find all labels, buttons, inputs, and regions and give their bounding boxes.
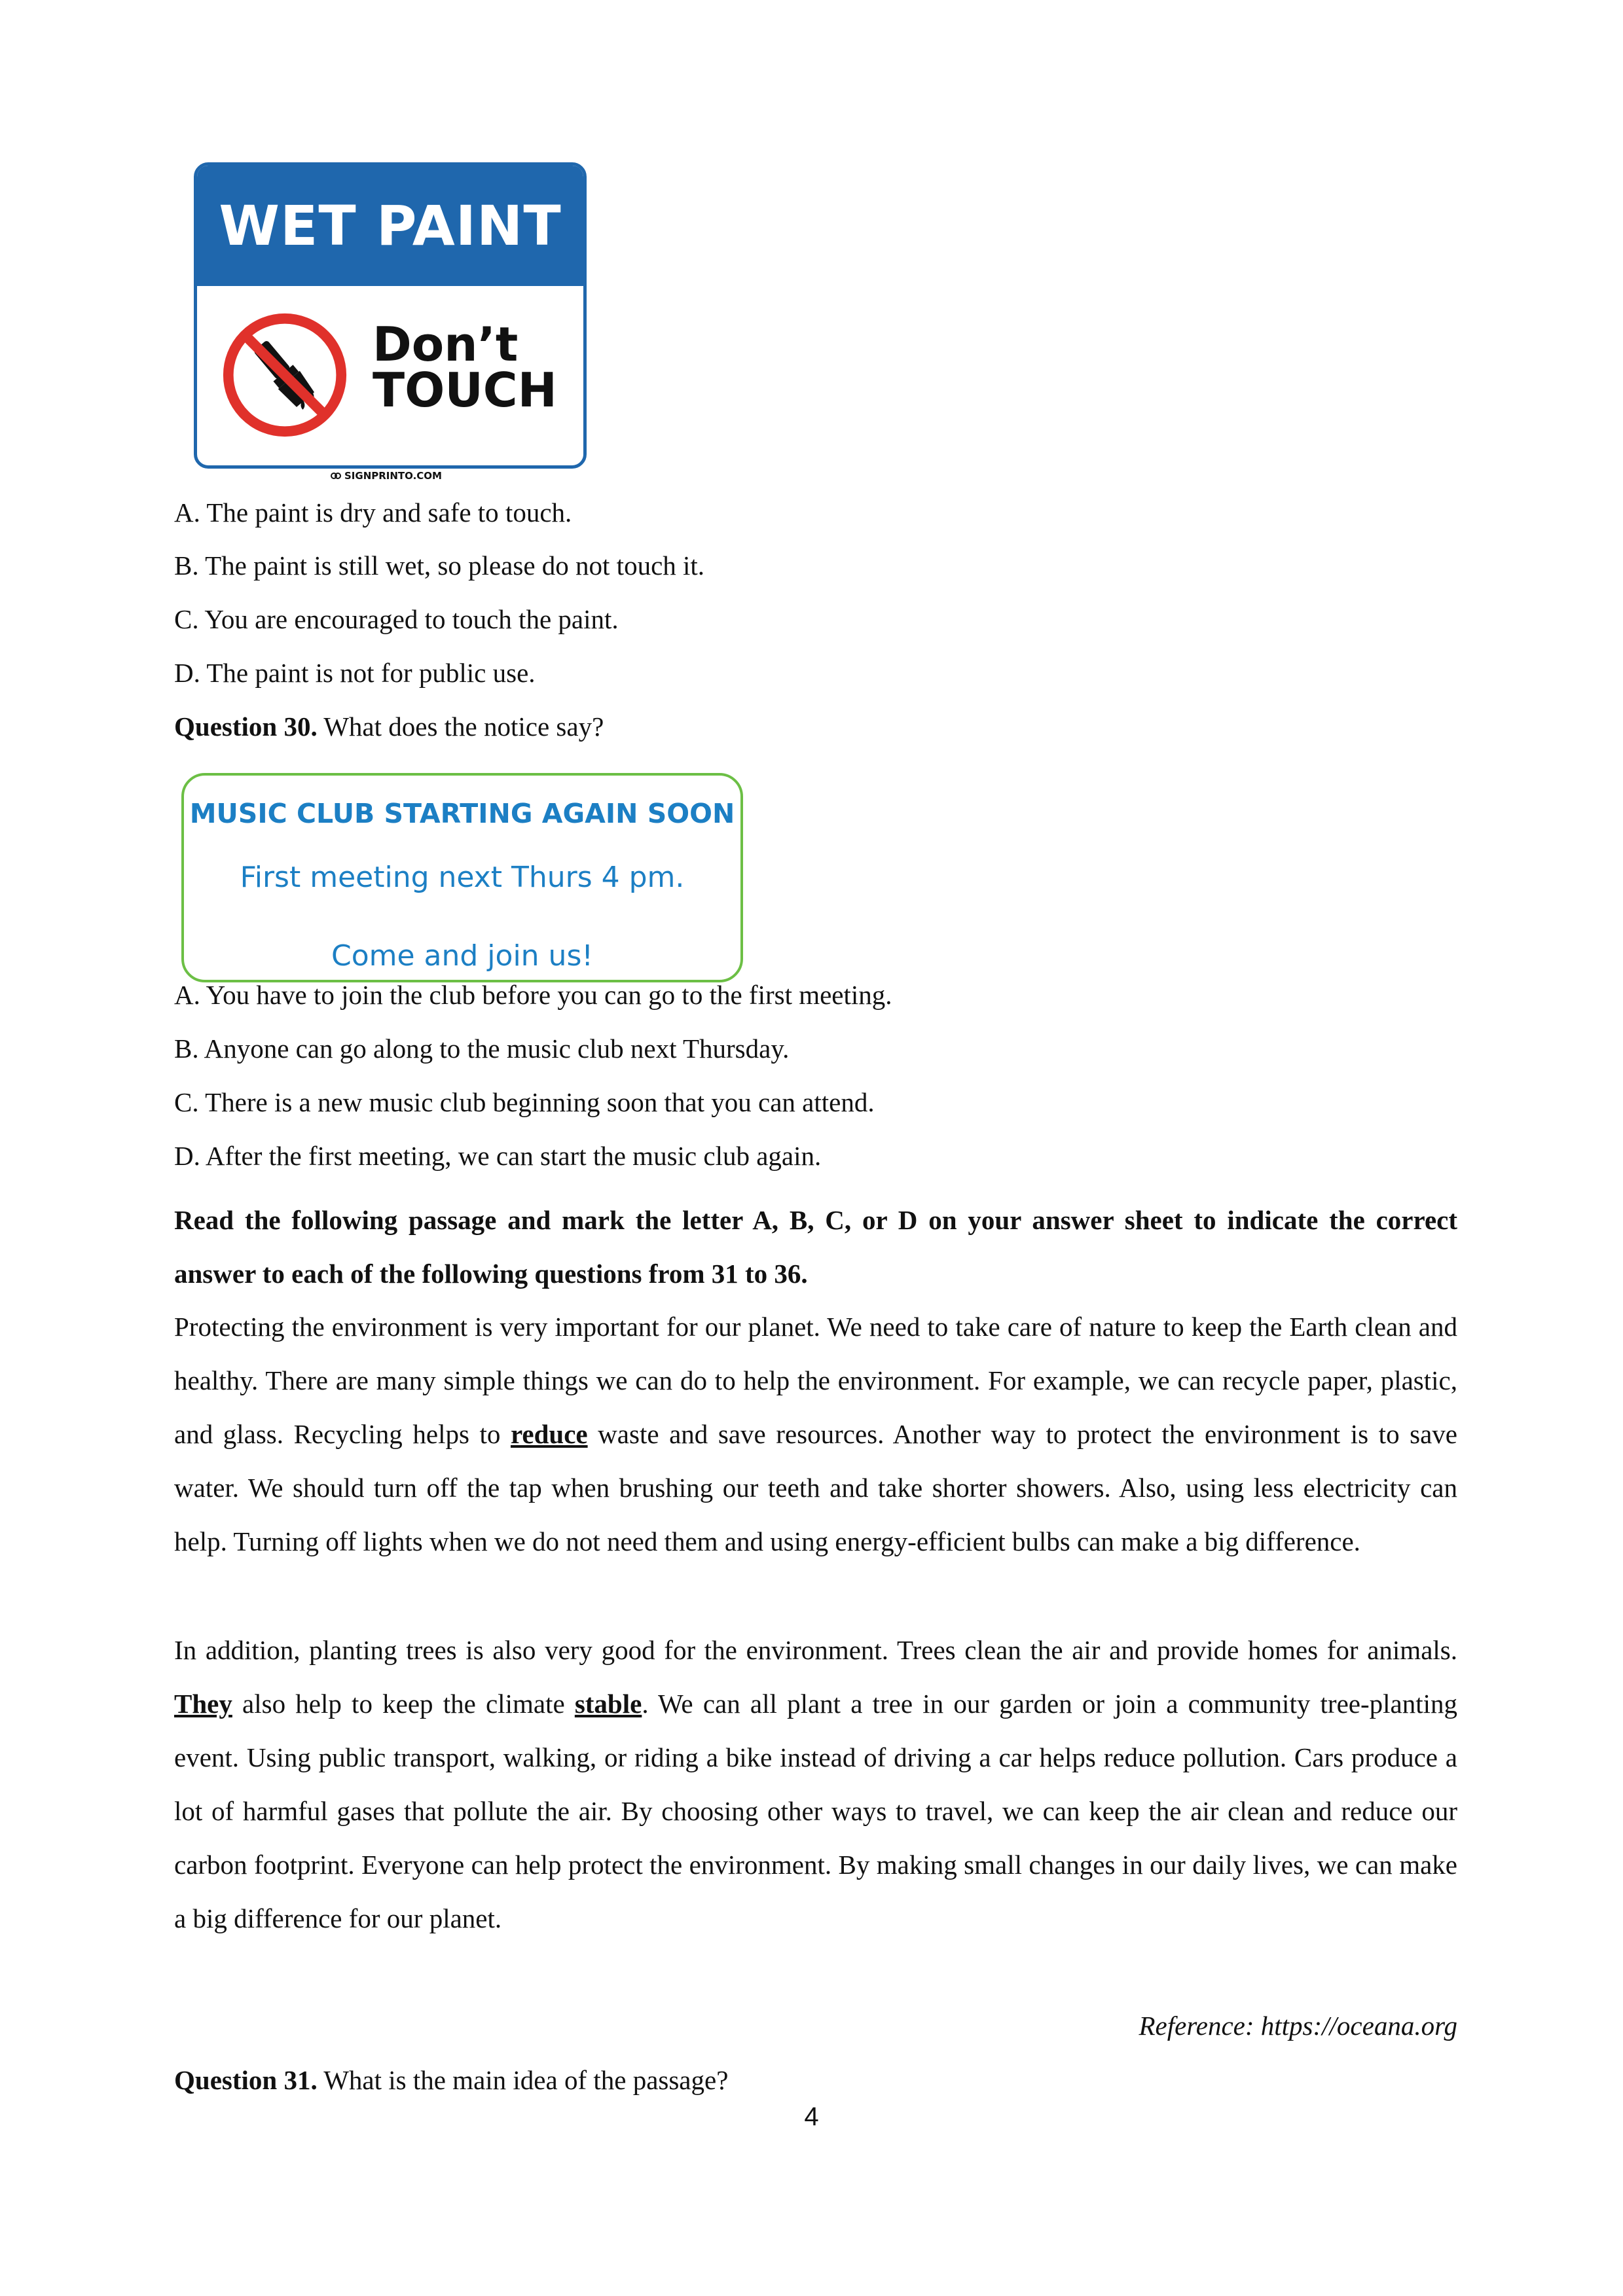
question-31-label: Question 31. xyxy=(174,2065,318,2095)
question-31-text: What is the main idea of the passage? xyxy=(317,2065,729,2095)
sign-body xyxy=(197,286,583,465)
sign-credit xyxy=(331,470,442,482)
p1-text-a: Protecting the environment is very important for our planet. We need to take care of nature to keep the Earth clean and healthy. There are many simple things we can do to help the environment. For example, we can recycle paper, plastic, and glass. Recycling helps to xyxy=(174,1312,1457,1449)
notice-line-1: First meeting next Thurs 4 pm. xyxy=(240,861,685,894)
p2-text-b: also help to keep the climate xyxy=(232,1689,575,1719)
passage-reference: Reference: https://oceana.org xyxy=(1139,2011,1457,2041)
q30-option-d: D. After the first meeting, we can start the music club again. xyxy=(174,1141,822,1171)
q30-option-c: C. There is a new music club beginning soon that you can attend. xyxy=(174,1087,875,1117)
p1-text-b: waste and save resources. Another way to protect the environment is to save water. We should turn off the tap when brushing our teeth and take shorter showers. Also, using less electricity can help. Turning off lights when we do not need them and using energy-efficient bulbs can make a big difference. xyxy=(174,1419,1457,1556)
q30-option-a: A. You have to join the club before you can go to the first meeting. xyxy=(174,980,892,1010)
question-30-text: What does the notice say? xyxy=(317,711,604,742)
passage-paragraph-2 xyxy=(174,1623,1457,1945)
q30-option-b: B. Anyone can go along to the music club next Thursday. xyxy=(174,1033,790,1064)
p2-text-c: . We can all plant a tree in our garden or join a community tree-planting event. Using public transport, walking, or riding a bike instead of driving a car helps reduce pollution. Cars produce a lot of harmful gases that pollute the air. By choosing other ways to travel, we can keep the air clean and reduce our carbon footprint. Everyone can help protect the environment. By making small changes in our daily lives, we can make a big difference for our planet. xyxy=(174,1689,1457,1933)
wet-paint-sign xyxy=(194,162,587,469)
notice-line-2: Come and join us! xyxy=(331,939,594,973)
sign-title: WET PAINT xyxy=(197,166,583,286)
sign-line-1: Don’t xyxy=(373,317,519,372)
no-paintbrush-icon xyxy=(221,311,349,439)
question-30-label: Question 30. xyxy=(174,711,318,742)
music-club-notice xyxy=(181,773,743,982)
keyword-they: They xyxy=(174,1689,232,1719)
keyword-reduce: reduce xyxy=(510,1419,588,1449)
q29-option-a: A. The paint is dry and safe to touch. xyxy=(174,497,572,528)
question-30 xyxy=(174,710,604,743)
sign-line-2: TOUCH xyxy=(373,363,557,418)
notice-title: MUSIC CLUB STARTING AGAIN SOON xyxy=(189,798,735,829)
q29-option-d: D. The paint is not for public use. xyxy=(174,658,536,688)
passage-paragraph-1 xyxy=(174,1300,1457,1568)
sign-message xyxy=(373,317,557,418)
keyword-stable: stable xyxy=(574,1689,642,1719)
q29-option-c: C. You are encouraged to touch the paint. xyxy=(174,604,619,634)
q29-option-b: B. The paint is still wet, so please do not touch it. xyxy=(174,550,705,581)
p2-text-a: In addition, planting trees is also very good for the environment. Trees clean the air and provide homes for animals. xyxy=(174,1635,1457,1665)
passage-instruction: Read the following passage and mark the letter A, B, C, or D on your answer sheet to indicate the correct answer to each of the following questions from 31 to 36. xyxy=(174,1205,1457,1289)
credit-text: SIGNPRINTO.COM xyxy=(344,470,442,482)
link-icon xyxy=(331,472,341,480)
question-31 xyxy=(174,2064,728,2096)
page-number: 4 xyxy=(804,2102,819,2131)
